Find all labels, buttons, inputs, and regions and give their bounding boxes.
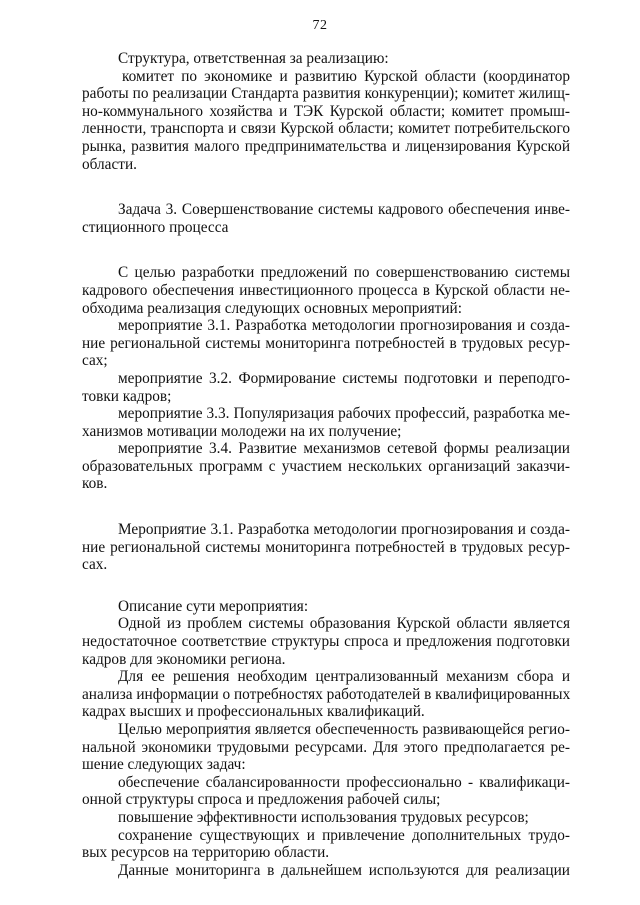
text-line: нальной экономики трудовыми ресурсами. Для этого предполагается ре-	[82, 738, 570, 756]
text-line: С целью разработки предложений по совершенствованию системы	[118, 264, 570, 282]
paragraph-gap	[82, 236, 570, 264]
text-line: ков.	[82, 475, 108, 493]
text-line: сах;	[82, 352, 108, 370]
text-line: ние региональной системы мониторинга потребностей в трудовых ресур-	[82, 538, 570, 556]
text-line: области.	[82, 155, 137, 173]
paragraph-gap	[82, 173, 570, 201]
text-line: мероприятие 3.1. Разработка методологии прогнозирования и созда-	[118, 317, 570, 335]
text-line: Структура, ответственная за реализацию:	[118, 50, 389, 67]
text-line: образовательных программ с участием нескольких организаций заказчи-	[82, 457, 570, 475]
text-line: недостаточное соответствие структуры спроса и предложения подготовки	[82, 633, 570, 651]
text-line: мероприятие 3.3. Популяризация рабочих профессий, разработка ме-	[118, 405, 570, 423]
text-line: мероприятие 3.2. Формирование системы подготовки и переподго-	[118, 369, 570, 387]
text-line: кадров для экономики региона.	[82, 650, 286, 668]
text-line: сохранение существующих и привлечение дополнительных трудо-	[118, 826, 570, 844]
text-block	[82, 598, 570, 880]
text-line: Данные мониторинга в дальнейшем используются для реализации	[118, 861, 570, 879]
text-line: Задача 3. Совершенствование системы кадрового обеспечения инве-	[118, 201, 570, 219]
text-line: стиционного процесса	[82, 218, 229, 236]
text-line: вых ресурсов на территорию области.	[82, 844, 330, 862]
text-block	[82, 50, 570, 173]
text-line: онной структуры спроса и предложения рабочей силы;	[82, 791, 441, 809]
text-line: мероприятие 3.4. Развитие механизмов сетевой формы реализации	[118, 440, 570, 458]
text-line: обеспечение сбалансированности профессионально - квалификаци-	[118, 773, 570, 791]
paragraph-gap	[82, 493, 570, 521]
paragraph-gap	[82, 574, 570, 598]
text-block	[82, 201, 570, 236]
text-line: анализа информации о потребностях работодателей в квалифицированных	[82, 685, 571, 703]
text-line: ханизмов мотивации молодежи на их получение;	[82, 422, 402, 440]
text-block	[82, 521, 570, 574]
document-body	[82, 50, 570, 879]
text-line: Одной из проблем системы образования Курской области является	[118, 615, 570, 633]
text-line: Описание сути мероприятия:	[118, 597, 309, 615]
text-line: ние региональной системы мониторинга потребностей в трудовых ресур-	[82, 334, 570, 352]
text-line: комитет по экономике и развитию Курской области (координатор	[122, 67, 570, 85]
text-line: товки кадров;	[82, 387, 172, 405]
text-block	[82, 264, 570, 493]
text-line: рынка, развития малого предпринимательства и лицензирования Курской	[82, 137, 570, 155]
text-line: ленности, транспорта и связи Курской области; комитет потребительского	[82, 120, 570, 138]
text-line: Целью мероприятия является обеспеченность развивающейся регио-	[118, 721, 570, 738]
text-line: но-коммунального хозяйства и ТЭК Курской области; комитет промыш-	[82, 102, 570, 120]
text-line: обходима реализация следующих основных мероприятий:	[82, 299, 462, 317]
text-line: кадрового обеспечения инвестиционного процесса в Курской области не-	[82, 281, 570, 299]
text-line: Мероприятие 3.1. Разработка методологии прогнозирования и созда-	[118, 521, 570, 539]
text-line: повышение эффективности использования трудовых ресурсов;	[118, 808, 529, 826]
text-line: кадрах высших и профессиональных квалификаций.	[82, 703, 425, 721]
text-line: Для ее решения необходим централизованный механизм сбора и	[118, 668, 570, 686]
text-line: работы по реализации Стандарта развития конкуренции); комитет жилищ-	[82, 85, 570, 103]
text-line: сах.	[82, 556, 108, 574]
text-line: шение следующих задач:	[82, 756, 246, 774]
page-number: 72	[312, 18, 328, 33]
